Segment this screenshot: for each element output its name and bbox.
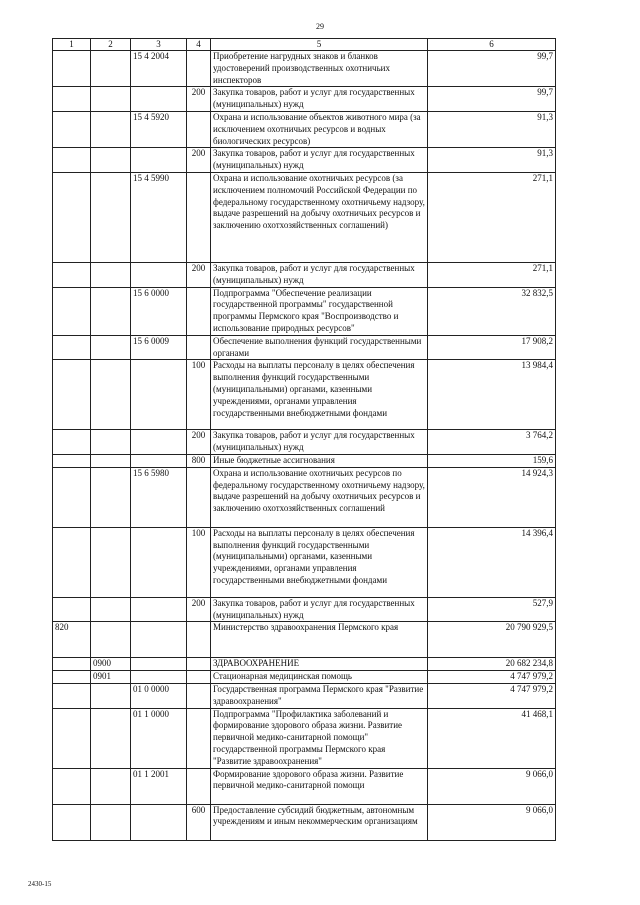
cell-description: Закупка товаров, работ и услуг для государственных (муниципальных) нужд xyxy=(211,87,428,112)
cell-description: Охрана и использование охотничьих ресурсов (за исключением полномочий Российской Федерации по федеральному государственному охотничьему надзору, выдаче разрешений на добычу охотничьих ресурсов и заключению охотхозяйственных соглашений) xyxy=(211,172,428,262)
table-row xyxy=(53,658,556,671)
table-row xyxy=(53,51,556,87)
cell-subsection-code xyxy=(91,172,131,262)
cell-subsection-code xyxy=(91,708,131,768)
cell-section-code xyxy=(53,335,91,360)
table-row xyxy=(53,87,556,112)
cell-expense-type xyxy=(187,671,211,684)
cell-amount: 99,7 xyxy=(428,87,556,112)
cell-amount: 41 468,1 xyxy=(428,708,556,768)
cell-expense-type xyxy=(187,768,211,804)
cell-amount: 4 747 979,2 xyxy=(428,683,556,708)
table-row xyxy=(53,622,556,658)
table-row xyxy=(53,768,556,804)
cell-expense-type xyxy=(187,287,211,335)
table-row xyxy=(53,148,556,173)
cell-expense-type: 100 xyxy=(187,527,211,597)
cell-section-code xyxy=(53,768,91,804)
document-code: 2430-15 xyxy=(28,880,52,888)
cell-description: Охрана и использование охотничьих ресурсов по федеральному государственному охотничьему надзору, выдаче разрешений на добычу охотничьих ресурсов и заключению охотхозяйственных соглашений xyxy=(211,467,428,527)
cell-amount: 14 924,3 xyxy=(428,467,556,527)
cell-subsection-code xyxy=(91,335,131,360)
cell-section-code xyxy=(53,597,91,622)
cell-target-article: 15 4 5990 xyxy=(131,172,187,262)
cell-amount: 14 396,4 xyxy=(428,527,556,597)
cell-section-code xyxy=(53,671,91,684)
cell-description: ЗДРАВООХРАНЕНИЕ xyxy=(211,658,428,671)
cell-target-article: 15 6 0009 xyxy=(131,335,187,360)
column-header: 6 xyxy=(428,39,556,51)
cell-subsection-code: 0901 xyxy=(91,671,131,684)
cell-subsection-code xyxy=(91,430,131,455)
table-row xyxy=(53,671,556,684)
page-number: 29 xyxy=(316,22,324,31)
cell-amount: 20 682 234,8 xyxy=(428,658,556,671)
cell-subsection-code xyxy=(91,87,131,112)
table-row xyxy=(53,287,556,335)
cell-subsection-code xyxy=(91,597,131,622)
cell-expense-type: 200 xyxy=(187,87,211,112)
cell-target-article: 15 4 2004 xyxy=(131,51,187,87)
cell-amount: 527,9 xyxy=(428,597,556,622)
table-row xyxy=(53,454,556,467)
budget-table xyxy=(52,38,556,841)
cell-section-code: 820 xyxy=(53,622,91,658)
cell-section-code xyxy=(53,430,91,455)
cell-description: Подпрограмма "Профилактика заболеваний и формирование здорового образа жизни. Развитие первичной медико-санитарной помощи" государственной программы Пермского края "Развитие здравоохранения" xyxy=(211,708,428,768)
cell-expense-type: 200 xyxy=(187,597,211,622)
cell-section-code xyxy=(53,287,91,335)
cell-amount: 99,7 xyxy=(428,51,556,87)
table-row xyxy=(53,430,556,455)
cell-expense-type: 200 xyxy=(187,262,211,287)
cell-target-article: 01 1 0000 xyxy=(131,708,187,768)
cell-section-code xyxy=(53,148,91,173)
cell-section-code xyxy=(53,683,91,708)
cell-description: Охрана и использование объектов животного мира (за исключением охотничьих ресурсов и водных биологических ресурсов) xyxy=(211,111,428,147)
table-row xyxy=(53,683,556,708)
cell-amount: 4 747 979,2 xyxy=(428,671,556,684)
cell-expense-type: 200 xyxy=(187,430,211,455)
cell-section-code xyxy=(53,262,91,287)
cell-section-code xyxy=(53,708,91,768)
table-row xyxy=(53,262,556,287)
cell-subsection-code: 0900 xyxy=(91,658,131,671)
cell-expense-type xyxy=(187,658,211,671)
cell-amount: 271,1 xyxy=(428,172,556,262)
cell-section-code xyxy=(53,172,91,262)
cell-amount: 20 790 929,5 xyxy=(428,622,556,658)
column-header: 5 xyxy=(211,39,428,51)
column-header: 4 xyxy=(187,39,211,51)
table-row xyxy=(53,360,556,430)
cell-subsection-code xyxy=(91,804,131,840)
cell-description: Расходы на выплаты персоналу в целях обеспечения выполнения функций государственными (муниципальными) органами, казенными учреждениями, органами управления государственными внебюджетными фондами xyxy=(211,360,428,430)
table-row xyxy=(53,708,556,768)
table-row xyxy=(53,335,556,360)
cell-expense-type xyxy=(187,622,211,658)
cell-section-code xyxy=(53,527,91,597)
cell-section-code xyxy=(53,804,91,840)
cell-expense-type xyxy=(187,111,211,147)
cell-subsection-code xyxy=(91,683,131,708)
table-row xyxy=(53,111,556,147)
cell-description: Министерство здравоохранения Пермского края xyxy=(211,622,428,658)
cell-description: Закупка товаров, работ и услуг для государственных (муниципальных) нужд xyxy=(211,148,428,173)
cell-target-article: 01 0 0000 xyxy=(131,683,187,708)
cell-expense-type xyxy=(187,708,211,768)
cell-subsection-code xyxy=(91,454,131,467)
cell-section-code xyxy=(53,360,91,430)
cell-amount: 17 908,2 xyxy=(428,335,556,360)
cell-description: Стационарная медицинская помощь xyxy=(211,671,428,684)
cell-expense-type xyxy=(187,683,211,708)
cell-section-code xyxy=(53,51,91,87)
cell-target-article: 15 6 5980 xyxy=(131,467,187,527)
cell-amount: 159,6 xyxy=(428,454,556,467)
table-row xyxy=(53,804,556,840)
cell-expense-type: 100 xyxy=(187,360,211,430)
cell-section-code xyxy=(53,467,91,527)
cell-description: Предоставление субсидий бюджетным, автономным учреждениям и иным некоммерческим организациям xyxy=(211,804,428,840)
cell-target-article xyxy=(131,622,187,658)
cell-subsection-code xyxy=(91,148,131,173)
cell-section-code xyxy=(53,658,91,671)
cell-target-article xyxy=(131,454,187,467)
cell-amount: 3 764,2 xyxy=(428,430,556,455)
cell-subsection-code xyxy=(91,111,131,147)
cell-description: Расходы на выплаты персоналу в целях обеспечения выполнения функций государственными (муниципальными) органами, казенными учреждениями, органами управления государственными внебюджетными фондами xyxy=(211,527,428,597)
cell-target-article: 01 1 2001 xyxy=(131,768,187,804)
table-row xyxy=(53,467,556,527)
cell-description: Закупка товаров, работ и услуг для государственных (муниципальных) нужд xyxy=(211,597,428,622)
cell-subsection-code xyxy=(91,622,131,658)
cell-expense-type: 800 xyxy=(187,454,211,467)
cell-subsection-code xyxy=(91,467,131,527)
cell-target-article xyxy=(131,597,187,622)
cell-section-code xyxy=(53,454,91,467)
cell-amount: 32 832,5 xyxy=(428,287,556,335)
cell-target-article: 15 6 0000 xyxy=(131,287,187,335)
cell-subsection-code xyxy=(91,51,131,87)
cell-expense-type: 600 xyxy=(187,804,211,840)
cell-description: Иные бюджетные ассигнования xyxy=(211,454,428,467)
cell-description: Обеспечение выполнения функций государственными органами xyxy=(211,335,428,360)
table-row xyxy=(53,172,556,262)
cell-description: Приобретение нагрудных знаков и бланков удостоверений производственных охотничьих инспекторов xyxy=(211,51,428,87)
cell-target-article xyxy=(131,671,187,684)
cell-target-article xyxy=(131,527,187,597)
cell-section-code xyxy=(53,111,91,147)
cell-description: Государственная программа Пермского края "Развитие здравоохранения" xyxy=(211,683,428,708)
cell-section-code xyxy=(53,87,91,112)
cell-target-article xyxy=(131,360,187,430)
cell-subsection-code xyxy=(91,262,131,287)
cell-subsection-code xyxy=(91,360,131,430)
cell-target-article xyxy=(131,262,187,287)
cell-subsection-code xyxy=(91,768,131,804)
cell-target-article xyxy=(131,87,187,112)
cell-amount: 9 066,0 xyxy=(428,768,556,804)
cell-amount: 91,3 xyxy=(428,111,556,147)
cell-subsection-code xyxy=(91,527,131,597)
cell-target-article xyxy=(131,658,187,671)
cell-description: Закупка товаров, работ и услуг для государственных (муниципальных) нужд xyxy=(211,430,428,455)
table-header-row xyxy=(53,39,556,51)
column-header: 3 xyxy=(131,39,187,51)
column-header: 2 xyxy=(91,39,131,51)
cell-expense-type xyxy=(187,51,211,87)
cell-amount: 271,1 xyxy=(428,262,556,287)
cell-expense-type: 200 xyxy=(187,148,211,173)
cell-description: Подпрограмма "Обеспечение реализации государственной программы" государственной программы Пермского края "Воспроизводство и использование природных ресурсов" xyxy=(211,287,428,335)
cell-target-article xyxy=(131,804,187,840)
cell-subsection-code xyxy=(91,287,131,335)
cell-expense-type xyxy=(187,467,211,527)
cell-description: Закупка товаров, работ и услуг для государственных (муниципальных) нужд xyxy=(211,262,428,287)
cell-target-article xyxy=(131,148,187,173)
column-header: 1 xyxy=(53,39,91,51)
cell-expense-type xyxy=(187,172,211,262)
cell-expense-type xyxy=(187,335,211,360)
cell-amount: 13 984,4 xyxy=(428,360,556,430)
table-row xyxy=(53,527,556,597)
table-row xyxy=(53,597,556,622)
cell-description: Формирование здорового образа жизни. Развитие первичной медико-санитарной помощи xyxy=(211,768,428,804)
cell-amount: 9 066,0 xyxy=(428,804,556,840)
cell-target-article xyxy=(131,430,187,455)
cell-amount: 91,3 xyxy=(428,148,556,173)
cell-target-article: 15 4 5920 xyxy=(131,111,187,147)
